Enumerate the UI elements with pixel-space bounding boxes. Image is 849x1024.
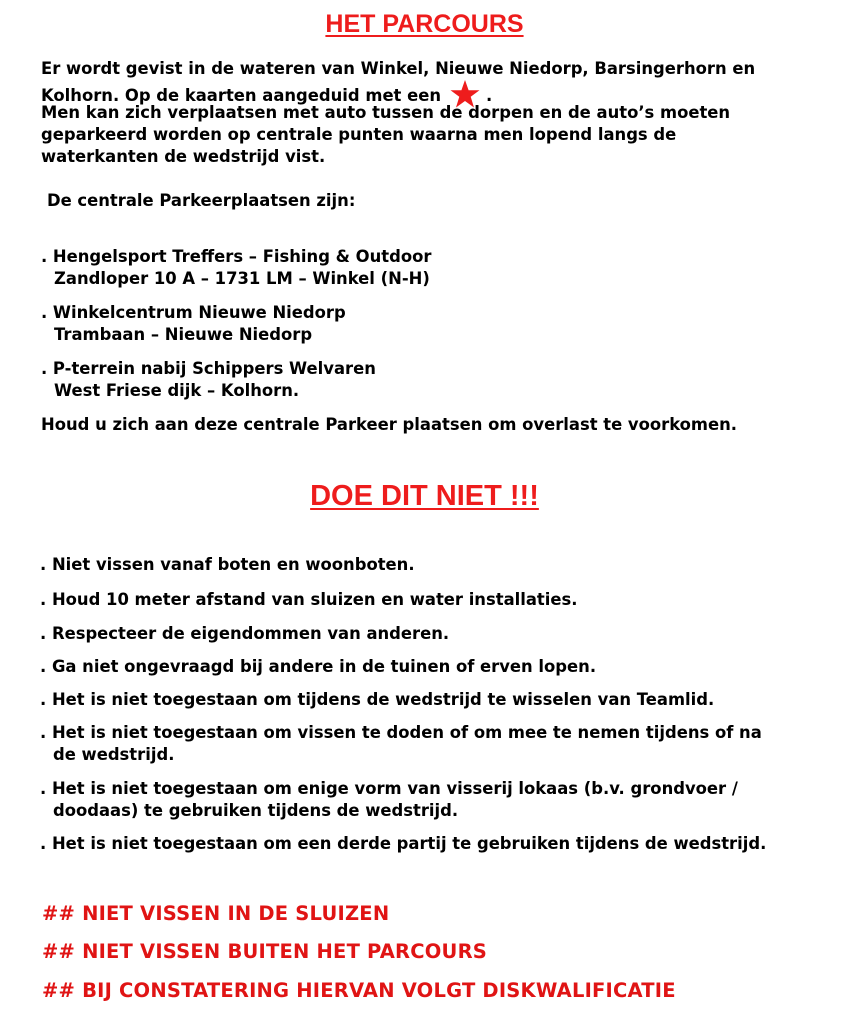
rule-item (40, 589, 577, 611)
warning-parcours: ## NIET VISSEN BUITEN HET PARCOURS (42, 940, 488, 963)
rule-text-continued: doodaas) te gebruiken tijdens de wedstrijd. (53, 801, 459, 820)
location-3-name: . P-terrein nabij Schippers Welvaren (41, 359, 376, 378)
rule-item (40, 554, 415, 576)
intro-line-3: Men kan zich verplaatsen met auto tussen de dorpen en de auto’s moeten (41, 103, 731, 122)
rule-text: Het is niet toegestaan om een derde partij te gebruiken tijdens de wedstrijd. (51, 834, 767, 853)
intro-line-4: geparkeerd worden op centrale punten waarna men lopend langs de (41, 125, 677, 144)
parcours-title: HET PARCOURS (325, 10, 524, 38)
rule-text-continued: de wedstrijd. (53, 745, 175, 764)
location-2-name: . Winkelcentrum Nieuwe Niedorp (41, 303, 346, 322)
rule-text: Ga niet ongevraagd bij andere in de tuinen of erven lopen. (51, 657, 597, 676)
rule-bullet: . (40, 779, 47, 798)
rule-item (40, 833, 766, 855)
rule-bullet: . (40, 690, 47, 709)
location-1-address: Zandloper 10 A – 1731 LM – Winkel (N-H) (54, 269, 430, 288)
rule-item (40, 689, 714, 711)
rule-bullet: . (40, 555, 47, 574)
warning-sluizen: ## NIET VISSEN IN DE SLUIZEN (42, 902, 390, 925)
rule-text: Houd 10 meter afstand van sluizen en water installaties. (51, 590, 578, 609)
rule-text: Niet vissen vanaf boten en woonboten. (51, 555, 415, 574)
rule-text: Respecteer de eigendommen van anderen. (51, 624, 450, 643)
intro-line-2-end: . (486, 86, 493, 105)
location-3-address: West Friese dijk – Kolhorn. (54, 381, 300, 400)
parking-closing: Houd u zich aan deze centrale Parkeer plaatsen om overlast te voorkomen. (41, 415, 738, 434)
rule-bullet: . (40, 723, 47, 742)
rule-item (40, 623, 449, 645)
rule-text: Het is niet toegestaan om enige vorm van visserij lokaas (b.v. grondvoer / (51, 779, 738, 798)
intro-line-5: waterkanten de wedstrijd vist. (41, 147, 326, 166)
rule-bullet: . (40, 834, 47, 853)
rule-bullet: . (40, 590, 47, 609)
rule-text: Het is niet toegestaan om tijdens de wedstrijd te wisselen van Teamlid. (51, 690, 715, 709)
intro-line-2-text: Kolhorn. Op de kaarten aangeduid met een (41, 86, 442, 105)
rule-item (40, 656, 596, 678)
rule-item (40, 722, 762, 744)
rule-bullet: . (40, 624, 47, 643)
warning-diskwalificatie: ## BIJ CONSTATERING HIERVAN VOLGT DISKWALIFICATIE (42, 979, 676, 1002)
rule-text: Het is niet toegestaan om vissen te doden of om mee te nemen tijdens of na (51, 723, 762, 742)
rules-title: DOE DIT NIET !!! (310, 480, 539, 512)
location-1-name: . Hengelsport Treffers – Fishing & Outdoor (41, 247, 432, 266)
rule-item (40, 778, 738, 800)
parking-heading: De centrale Parkeerplaatsen zijn: (47, 191, 356, 210)
intro-line-1: Er wordt gevist in de wateren van Winkel, Nieuwe Niedorp, Barsingerhorn en (41, 59, 756, 78)
rule-bullet: . (40, 657, 47, 676)
location-2-address: Trambaan – Nieuwe Niedorp (54, 325, 313, 344)
